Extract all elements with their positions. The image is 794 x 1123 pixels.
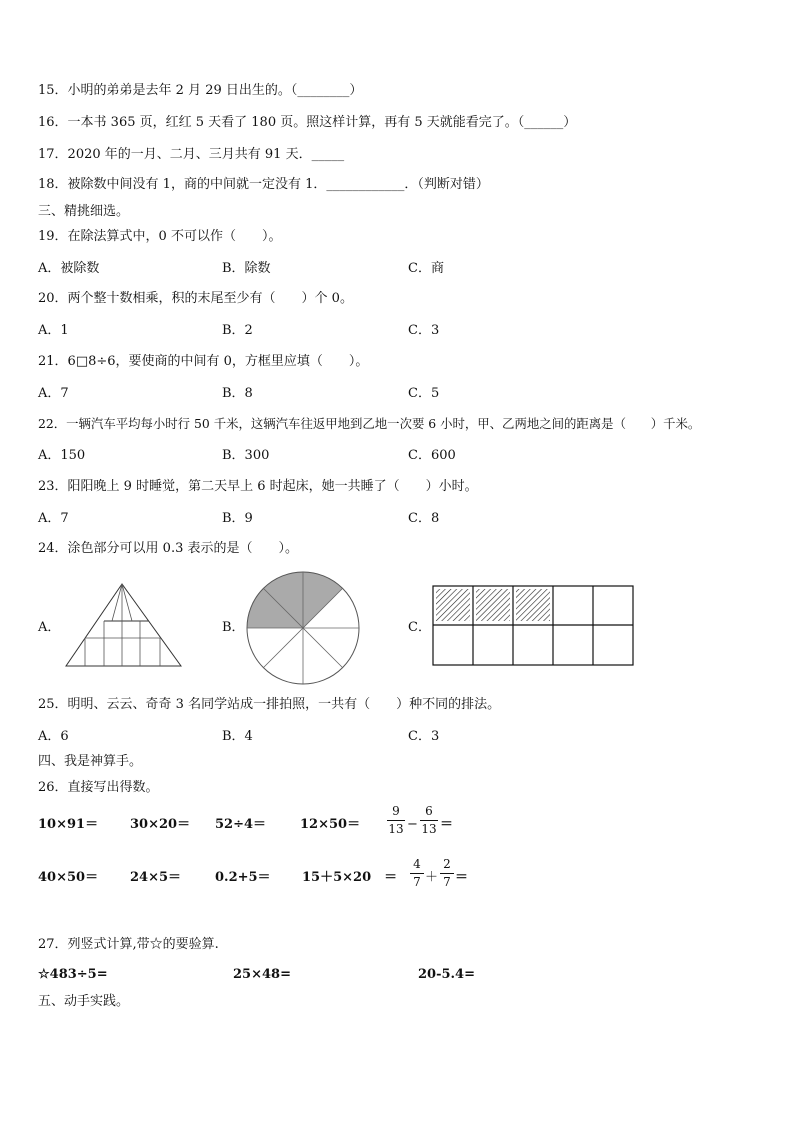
fraction-4-7: 4 7	[410, 857, 424, 890]
circle-figure	[245, 570, 361, 686]
q23-option-c[interactable]: C．8	[408, 511, 440, 526]
q27-item-2: 25×48=	[233, 967, 291, 982]
calc-30x20: 30×20＝	[130, 817, 191, 832]
calc-0.2plus5: 0.2+5＝	[215, 870, 271, 885]
q21-option-c[interactable]: C．5	[408, 386, 440, 401]
q20-option-b[interactable]: B．2	[222, 323, 253, 338]
calc-24x5: 24×5＝	[130, 870, 182, 885]
fraction-6-13: 6 13	[421, 804, 437, 836]
q19-option-a[interactable]: A．被除数	[38, 261, 100, 276]
section-3-title: 三、精挑细选。	[38, 204, 130, 219]
triangle-figure	[64, 583, 184, 669]
equals-sign: ＝	[455, 870, 469, 885]
line-q20: 20．两个整十数相乘，积的末尾至少有（ ）个 0。	[38, 291, 353, 306]
q27-item-1: ☆483÷5=	[38, 967, 108, 982]
q20-option-a[interactable]: A．1	[38, 323, 69, 338]
q19-option-c[interactable]: C．商	[408, 261, 444, 276]
calc-10x91: 10×91＝	[38, 817, 99, 832]
q21-option-a[interactable]: A．7	[38, 386, 69, 401]
q25-option-a[interactable]: A．6	[38, 729, 69, 744]
section-4-title: 四、我是神算手。	[38, 754, 143, 769]
fraction-9-13: 9 13	[388, 804, 404, 836]
line-q26: 26．直接写出得数。	[38, 780, 159, 795]
line-q25: 25．明明、云云、奇奇 3 名同学站成一排拍照，一共有（ ）种不同的排法。	[38, 697, 501, 712]
q25-option-c[interactable]: C．3	[408, 729, 440, 744]
grid-figure	[432, 585, 635, 667]
line-q23: 23．阳阳晚上 9 时睡觉，第二天早上 6 时起床，她一共睡了（ ）小时。	[38, 479, 478, 494]
calc-52div4: 52÷4＝	[215, 817, 267, 832]
operator-minus: −	[407, 817, 418, 832]
q22-option-b[interactable]: B．300	[222, 448, 270, 463]
q25-option-b[interactable]: B．4	[222, 729, 253, 744]
q22-option-a[interactable]: A．150	[38, 448, 86, 463]
line-q21: 21．6□8÷6，要使商的中间有 0，方框里应填（ ）。	[38, 354, 369, 369]
q22-option-c[interactable]: C．600	[408, 448, 456, 463]
fraction-2-7: 2 7	[440, 857, 454, 890]
line-q24: 24．涂色部分可以用 0.3 表示的是（ ）。	[38, 541, 298, 556]
line-q22: 22．一辆汽车平均每小时行 50 千米，这辆汽车往返甲地到乙地一次要 6 小时，甲、乙两地之间的距离是（ ）千米。	[38, 416, 701, 431]
q24-option-c[interactable]: C．	[408, 620, 431, 635]
q24-option-a[interactable]: A．	[38, 620, 61, 635]
q23-option-b[interactable]: B．9	[222, 511, 253, 526]
line-q19: 19．在除法算式中，0 不可以作（ ）。	[38, 229, 282, 244]
calc-40x50: 40×50＝	[38, 870, 99, 885]
calc-12x50: 12×50＝	[300, 817, 361, 832]
q21-option-b[interactable]: B．8	[222, 386, 253, 401]
line-q15: 15．小明的弟弟是去年 2 月 29 日出生的。（________）	[38, 83, 363, 98]
line-q27: 27．列竖式计算,带☆的要验算.	[38, 937, 219, 952]
line-q17: 17．2020 年的一月、二月、三月共有 91 天．_____	[38, 147, 345, 162]
q20-option-c[interactable]: C．3	[408, 323, 440, 338]
line-q16: 16．一本书 365 页，红红 5 天看了 180 页。照这样计算，再有 5 天就能看完了。（______）	[38, 115, 577, 130]
operator-plus: ＋	[425, 870, 439, 885]
q23-option-a[interactable]: A．7	[38, 511, 69, 526]
equals-sign: ＝	[440, 817, 454, 832]
calc-15plus5x20: 15＋5×20 ＝	[302, 870, 398, 885]
q19-option-b[interactable]: B．除数	[222, 261, 271, 276]
line-q18: 18．被除数中间没有 1，商的中间就一定没有 1．____________．（判断对错）	[38, 177, 489, 192]
q27-item-3: 20-5.4=	[418, 967, 475, 982]
section-5-title: 五、动手实践。	[38, 994, 130, 1009]
q24-option-b[interactable]: B．	[222, 620, 245, 635]
